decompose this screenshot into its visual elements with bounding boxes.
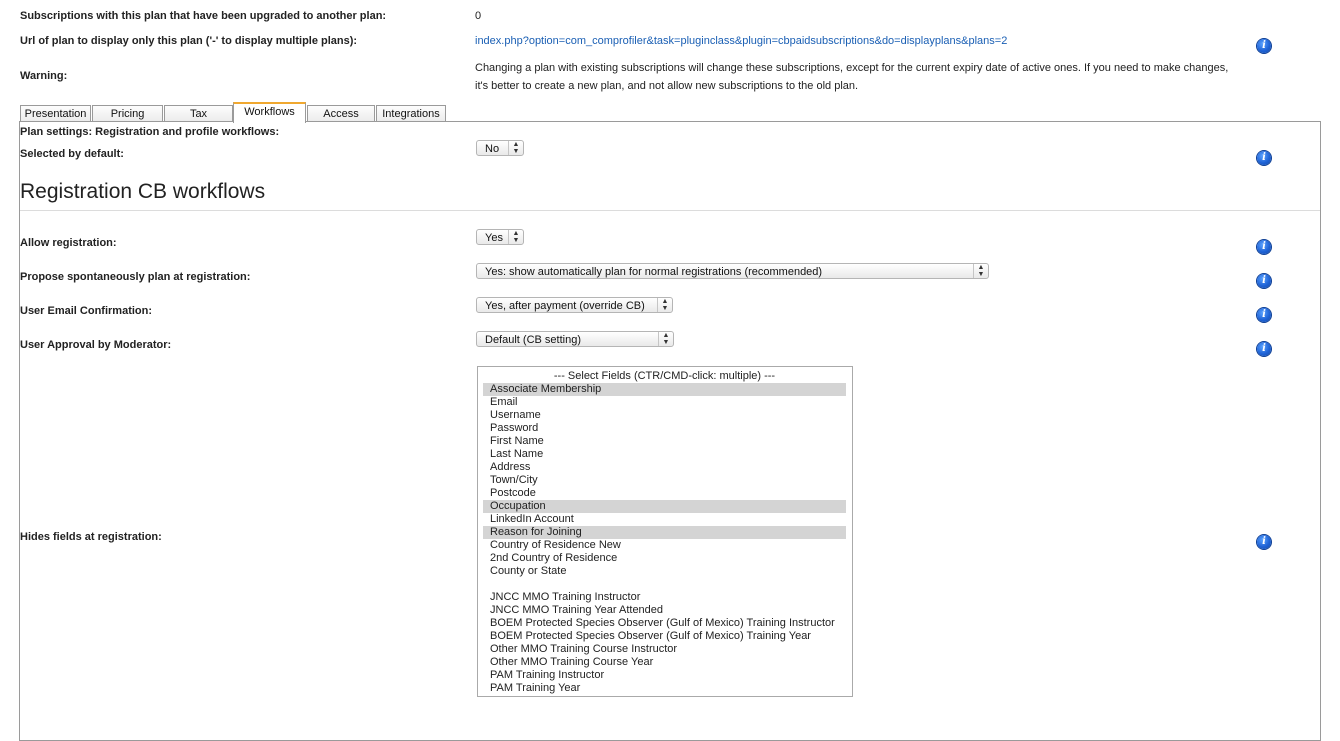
tab-tax[interactable]: Tax <box>164 105 233 121</box>
tab-workflows[interactable]: Workflows <box>233 102 306 123</box>
field-option[interactable]: PAM Training Year <box>490 682 581 694</box>
approval-value: Default (CB setting) <box>485 334 581 346</box>
plan-url-link[interactable]: index.php?option=com_comprofiler&task=pluginclass&plugin=cbpaidsubscriptions&do=displayplans&plans=2 <box>475 35 1008 47</box>
email-confirm-label: User Email Confirmation: <box>20 305 153 317</box>
field-option[interactable]: JNCC MMO Training Instructor <box>490 591 641 603</box>
field-option[interactable]: County or State <box>490 565 567 577</box>
allow-registration-value: Yes <box>485 232 503 244</box>
allow-registration-select[interactable] <box>476 229 524 245</box>
propose-select[interactable] <box>476 263 989 279</box>
propose-label: Propose spontaneously plan at registration: <box>20 271 251 283</box>
selected-default-value: No <box>485 143 500 155</box>
approval-select[interactable] <box>476 331 674 347</box>
field-option[interactable]: Username <box>490 409 541 421</box>
field-option[interactable]: Email <box>490 396 518 408</box>
hides-fields-label: Hides fields at registration: <box>20 531 162 543</box>
tab-integrations[interactable]: Integrations <box>376 105 446 121</box>
info-icon[interactable]: i <box>1257 240 1271 254</box>
warning-text <box>475 59 1250 95</box>
field-option[interactable]: Other MMO Training Course Year <box>490 656 654 668</box>
info-icon[interactable]: i <box>1257 274 1271 288</box>
field-option[interactable]: BOEM Protected Species Observer (Gulf of Mexico) Training Year <box>490 630 811 642</box>
field-option[interactable] <box>483 578 846 591</box>
field-option[interactable]: Last Name <box>490 448 544 460</box>
upgraded-value: 0 <box>475 10 482 22</box>
field-option[interactable]: Address <box>490 461 531 473</box>
field-option[interactable]: Town/City <box>490 474 538 486</box>
approval-label: User Approval by Moderator: <box>20 339 172 351</box>
updown-arrows-icon: ▲ ▼ <box>508 141 523 155</box>
field-option[interactable]: Reason for Joining <box>483 526 846 539</box>
info-icon[interactable]: i <box>1257 151 1271 165</box>
field-option[interactable]: 2nd Country of Residence <box>490 552 618 564</box>
allow-registration-label: Allow registration: <box>20 237 117 249</box>
field-option[interactable]: Password <box>490 422 539 434</box>
divider <box>20 210 1320 211</box>
info-icon[interactable]: i <box>1257 342 1271 356</box>
selected-default-label: Selected by default: <box>20 148 124 160</box>
propose-value: Yes: show automatically plan for normal registrations (recommended) <box>485 266 823 278</box>
updown-arrows-icon: ▲ ▼ <box>508 230 523 244</box>
hides-fields-listbox[interactable] <box>477 366 853 697</box>
upgraded-label: Subscriptions with this plan that have been upgraded to another plan: <box>20 10 387 22</box>
tab-access[interactable]: Access <box>307 105 375 121</box>
tab-presentation[interactable]: Presentation <box>20 105 91 121</box>
warning-label: Warning: <box>20 70 68 82</box>
warning-line-2: it's better to create a new plan, and not allow new subscriptions to the old plan. <box>475 80 859 92</box>
updown-arrows-icon: ▲ ▼ <box>657 298 672 312</box>
field-option[interactable]: JNCC MMO Training Year Attended <box>490 604 664 616</box>
plan-settings-heading: Plan settings: Registration and profile workflows: <box>20 126 280 138</box>
tab-pricing[interactable]: Pricing <box>92 105 163 121</box>
info-icon[interactable]: i <box>1257 39 1271 53</box>
info-icon[interactable]: i <box>1257 308 1271 322</box>
field-option[interactable]: Postcode <box>490 487 536 499</box>
updown-arrows-icon: ▲ ▼ <box>973 264 988 278</box>
field-option[interactable]: LinkedIn Account <box>490 513 574 525</box>
selected-default-select[interactable] <box>476 140 524 156</box>
field-option[interactable]: BOEM Protected Species Observer (Gulf of Mexico) Training Instructor <box>490 617 835 629</box>
info-icon[interactable]: i <box>1257 535 1271 549</box>
url-label: Url of plan to display only this plan ('-' to display multiple plans): <box>20 35 358 47</box>
email-confirm-value: Yes, after payment (override CB) <box>485 300 645 312</box>
updown-arrows-icon: ▲ ▼ <box>658 332 673 346</box>
field-option[interactable]: Country of Residence New <box>490 539 621 551</box>
field-option[interactable]: First Name <box>490 435 544 447</box>
field-option[interactable]: Associate Membership <box>483 383 846 396</box>
field-option[interactable]: Occupation <box>483 500 846 513</box>
email-confirm-select[interactable] <box>476 297 673 313</box>
field-option[interactable]: PAM Training Instructor <box>490 669 605 681</box>
section-title: Registration CB workflows <box>20 180 266 203</box>
warning-line-1: Changing a plan with existing subscriptions will change these subscriptions, except for the current expiry date of active ones. If you need to make changes, <box>475 62 1229 74</box>
field-option[interactable]: Other MMO Training Course Instructor <box>490 643 678 655</box>
listbox-placeholder-option[interactable]: --- Select Fields (CTR/CMD-click: multiple) --- <box>553 370 776 382</box>
